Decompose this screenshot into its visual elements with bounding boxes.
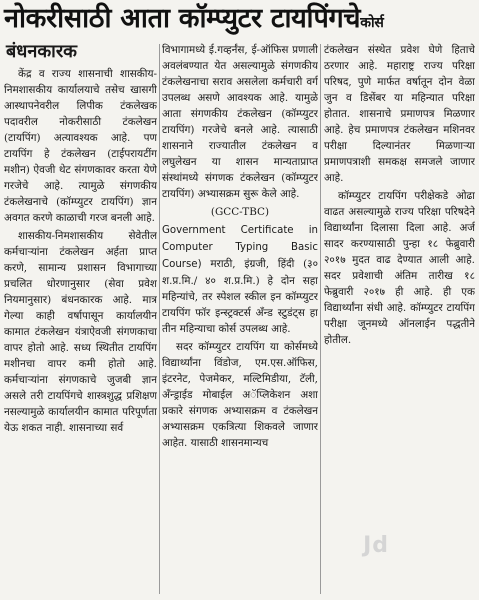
paragraph: सदर कॉम्प्युटर टायपिंग या कोर्समध्ये विद्यार्थ्यांना विंडोज, एम.एस.ऑफिस, इंटरनेट, पेजमेकर, मल्टिमिडीया, टॅली, अँन्ड्राईड मोबाईल अॅप्लिकेशन अशा प्रकारे संगणक अभ्यासक्रम व टंकलेखन अभ्यासक्रम एकत्रित्या शिकवले जाणार आहेत. यासाठी शासनमान्यच <box>162 341 318 449</box>
watermark-logo: Jd <box>363 533 389 558</box>
paragraph: केंद्र व राज्य शासनाची शासकीय-निमशासकीय कार्यालयाचे तसेच खासगी आस्थापनेवरील लिपीक टंकलेखक पदावरील नोकरीसाठी टंकलेखन (टायपिंग) अत्यावश्यक आहे. पण टायपिंग हे टंकलेखन (टाईपरायटींग मशीन) ऐवजी थेट संगणकावर करता येणे गरजेचे आहे. त्यामुळे संगणकीय टंकलेखनाचे (कॉम्प्युटर टायपिंग) ज्ञान अवगत करणे काळाची गरज बनली आहे. <box>4 68 157 224</box>
headline-main: नोकरीसाठी आता कॉम्प्युटर टायपिंगचे <box>4 3 361 34</box>
headline-suffix: कोर्स <box>360 15 384 31</box>
headline <box>4 0 475 38</box>
subheadline: बंधनकारक <box>6 41 78 62</box>
column-divider <box>159 44 160 594</box>
paragraph: शासकीय-निमशासकीय सेवेतील कर्मचाऱ्यांना टंकलेखन अर्हता प्राप्त करणे, सामान्य प्रशासन विभागाच्या प्रचलित धोरणानुसार (सेवा प्रवेश नियमानुसार) बंधनकारक आहे. मात्र गेल्या काही वर्षापासून कार्यालयीन कामात टंकलेखन यंत्राऐवजी संगणकाचा वापर होतो आहे. सध्य स्थितीत टायपिंग मशीनचा वापर कमी होतो आहे. कर्मचाऱ्यांना संगणकाचे जुजबी ज्ञान असले तरी टायपिंगचे शास्त्रशुद्ध प्रशिक्षण नसल्यामुळे कार्यालयीन कामात परिपूर्णता येऊ शकत नाही. शासनाच्या सर्व <box>4 230 157 434</box>
article-column-3 <box>324 42 475 472</box>
course-full-name: Government Certificate in Computer Typing Basic Course) <box>162 225 318 270</box>
article-column-1 <box>4 66 157 596</box>
paragraph: कॉम्प्युटर टायपिंग परीक्षेकडे ओढा वाढत असल्यामुळे राज्य परिक्षा परिषदेने विद्यार्थ्यांना दिलासा दिला आहे. अर्ज सादर करण्यासाठी पुन्हा १८ फेब्रुवारी २०१७ मुदत वाढ देण्यात आली आहे. सदर प्रवेशाची अंतिम तारीख १८ फेब्रुवारी २०१७ ही आहे. ही एक विद्यार्थ्यांना संधी आहे. कॉम्प्युटर टायपिंग परीक्षा जूनमध्ये ऑनलाईन पद्धतीने होतील. <box>324 190 475 346</box>
paragraph: मराठी, इंग्रजी, हिंदी (३० श.प्र.मि./ ४० श.प्र.मि.) हे दोन सहा महिन्यांचे, तर स्पेशल स्कील इन कॉम्प्युटर टायपिंग फॉर इन्स्ट्रक्टर्स अँन्ड स्टुडंट्स हा तीन महिन्याचा कोर्स उपलब्ध आहे. <box>162 258 318 335</box>
column-divider <box>320 44 321 594</box>
paragraph: विभागामध्ये ई.गव्हर्नंस, ई-ऑफिस प्रणाली अवलंबण्यात येत असल्यामुळे संगणकीय टंकलेखनाचा सराव असलेला कर्मचारी वर्ग उपलब्ध असणे आवश्यक आहे. यामुळे आता संगणकीय टंकलेखन (कॉम्प्युटर टायपिंग) गरजेचे बनले आहे. त्यासाठी शासनाने राज्यातील टंकलेखन व लघुलेखन या शासन मान्यताप्राप्त संस्थांमध्ये संगणक टंकलेखन (कॉम्प्युटर टायपिंग) अभ्यासक्रम सुरू केले आहे. <box>162 44 318 200</box>
article-column-2 <box>162 42 318 596</box>
course-code: (GCC-TBC) <box>210 206 270 218</box>
paragraph: टंकलेखन संस्थेत प्रवेश घेणे हिताचे ठरणार आहे. महाराष्ट्र राज्य परिक्षा परिषद, पुणे मार्फत वर्षातून दोन वेळा जुन व डिसेंबर या महिन्यात परिक्षा होतात. शासनाचे प्रमाणपत्र मिळणार आहे. हेच प्रमाणपत्र टंकलेखन मशिनवर परीक्षा दिल्यानंतर मिळणाऱ्या प्रमाणपत्राशी समकक्ष समजले जाणार आहे. <box>324 44 475 184</box>
